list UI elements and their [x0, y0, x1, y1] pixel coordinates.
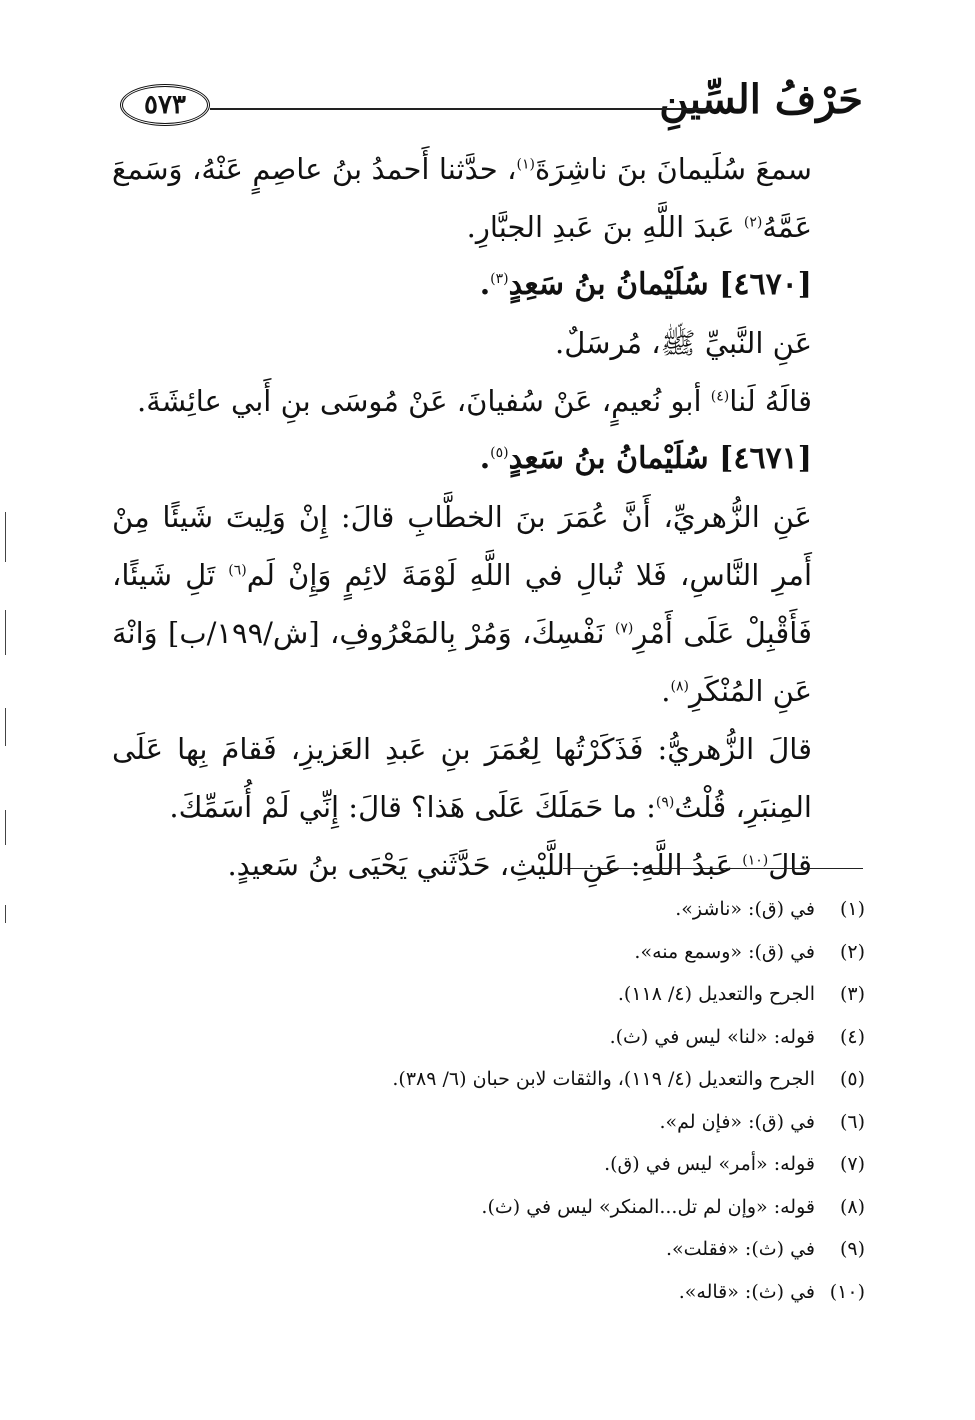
paragraph: عَنِ الزُّهريِّ، أَنَّ عُمَرَ بنَ الخطَّابِ قالَ: إِنْ وَلِيتَ شَيئًا مِنْ أَمرِ النَّاسِ، فَلا تُبالِ في اللَّهِ لَوْمَةَ لائِمٍ وَإِنْ لَم$^{(٦)}$ تَلِ شَيئًا، فَأَقْبِلْ عَلَى أَمْرِ$^{(٧)}$ نَفْسِكَ، وَمُرْ بِالمَعْرُوفِ، [ش/١٩٩/ب] وَانْهَ عَنِ المُنْكَرِ$^{(٨)}$. — [112, 500, 813, 708]
entry-heading: [٤٦٧١] سُلَيْمانُ بنُ سَعِدٍ$^{(٥)}$. — [479, 441, 812, 476]
footnote-ref: (١) — [516, 156, 536, 173]
footnote-ref: (٤) — [710, 388, 730, 405]
chapter-title: حَرْفُ السِّينِ — [659, 76, 863, 123]
footnote-ref: (٦) — [228, 562, 247, 579]
paragraph — [112, 720, 867, 836]
footnote-number: (١٠) — [829, 1280, 865, 1303]
entry-heading: [٤٦٧٠] سُلَيْمانُ بنُ سَعِدٍ$^{(٣)}$. — [479, 267, 812, 302]
footnote-ref: (٨) — [670, 678, 689, 695]
footnote-ref: (٣) — [490, 271, 509, 287]
main-text — [112, 140, 867, 894]
paragraph — [112, 140, 867, 256]
footnote — [115, 1016, 865, 1059]
paragraph: عَنِ النَّبيِّ ﷺ، مُرسَلٌ. — [554, 326, 812, 360]
footnote-text: قوله: «وإن لم تل...المنكر» ليس في (ث). — [481, 1195, 815, 1218]
text-run: عَبدَ اللَّهِ بنَ عَبدِ الجبَّارِ. — [466, 210, 735, 244]
footnote — [115, 1058, 865, 1101]
footnote-text: في (ق): «فإن لم». — [659, 1110, 815, 1133]
paragraph — [112, 372, 867, 430]
footnote — [115, 1228, 865, 1271]
footnote — [115, 1143, 865, 1186]
text-run: أبو نُعيمٍ، عَنْ سُفيانَ، عَنْ مُوسَى بنِ أَبي عائِشَةَ. — [136, 384, 711, 418]
footnote-text: في (ث): «قاله». — [678, 1280, 815, 1303]
entry-number: [٤٦٧٠] — [719, 267, 812, 302]
footnote — [115, 1186, 865, 1229]
margin-mark — [5, 810, 6, 845]
text-run: نَفْسِكَ، وَمُرْ بِالمَعْرُوفِ، [ش/١٩٩/ب] وَانْهَ عَنِ المُنْكَرِ — [112, 616, 812, 708]
entry-name: سُلَيْمانُ بنُ سَعِدٍ — [508, 267, 709, 302]
page-number: ٥٧٣ — [120, 84, 210, 126]
footnote-text: الجرح والتعديل (٤/ ١١٩)، والثقات لابن حبان (٦/ ٣٨٩). — [392, 1068, 815, 1090]
footnote — [115, 1271, 865, 1314]
margin-mark — [5, 708, 6, 746]
footnote-text: قوله: «لنا» ليس في (ث). — [609, 1025, 815, 1048]
footnote-number: (١) — [839, 898, 865, 920]
header-rule — [210, 108, 713, 110]
text-run: ، حدَّثنا أَحمدُ بنُ عاصِمٍ عَنْهُ، وَسَمعَ عَمَّهُ — [112, 152, 812, 244]
footnote-number: (٨) — [839, 1195, 865, 1218]
footnote-number: (٩) — [839, 1238, 865, 1260]
text-run: تَلِ شَيئًا، فَأَقْبِلْ عَلَى أَمْرِ — [112, 558, 812, 650]
footnote-ref: (٧) — [614, 620, 634, 637]
footnote — [115, 888, 865, 931]
text-run: : ما حَمَلَكَ عَلَى هَذا؟ قالَ: إِنِّي لَمْ أُسَمِّكَ. — [169, 790, 656, 824]
text-run: قالَ الزُّهريُّ: فَذَكَرْتُها لِعُمَرَ بنِ عَبدِ العَزيزِ، فَقامَ بِها عَلَى المِنبَرِ، قُلْتُ — [112, 732, 812, 824]
footnote-text: قوله: «أمر» ليس في (ق). — [604, 1153, 815, 1175]
footnote-ref: (٩) — [655, 794, 675, 811]
text-run: سمعَ سُلَيمانَ بنَ ناشِرَةَ — [535, 152, 812, 186]
margin-mark — [5, 905, 6, 923]
footnote-text: في (ق): «وسمع منه». — [634, 940, 815, 963]
text-run: عَبدُ اللَّهِ: عَنِ اللَّيْثِ، حَدَّثَني يَحْيَى بنُ سَعيدٍ. — [227, 848, 743, 882]
entry-number: [٤٦٧١] — [719, 441, 812, 476]
footnote — [115, 931, 865, 974]
footnote-number: (٤) — [839, 1025, 865, 1048]
footnote-number: (٥) — [839, 1068, 865, 1090]
footnote — [115, 973, 865, 1016]
text-run: قالَهُ لَنا — [729, 384, 812, 418]
footnote-text: في (ق): «ناشز». — [675, 898, 815, 920]
text-run: قالَ — [768, 848, 812, 882]
entry-name: سُلَيْمانُ بنُ سَعِدٍ — [508, 441, 709, 476]
text-run: عَنِ الزُّهريِّ، أَنَّ عُمَرَ بنَ الخطَّابِ قالَ: إِنْ وَلِيتَ شَيئًا مِنْ أَمرِ النَّاسِ، فَلا تُبالِ في اللَّهِ لَوْمَةَ لائِمٍ وَإِنْ لَم — [112, 500, 813, 592]
footnote-text: في (ث): «فقلت». — [665, 1238, 815, 1260]
footnote-ref: (٢) — [743, 214, 763, 231]
margin-mark — [5, 610, 6, 655]
footnotes — [115, 888, 865, 1313]
footnote-number: (٢) — [839, 940, 865, 963]
paragraph — [112, 836, 867, 894]
footnote-text: الجرح والتعديل (٤/ ١١٨). — [617, 983, 815, 1005]
footnote-number: (٣) — [839, 983, 865, 1005]
footnote-number: (٦) — [839, 1110, 865, 1133]
footnote-ref: (١٠) — [742, 852, 769, 869]
page-header — [118, 70, 863, 140]
footnote — [115, 1101, 865, 1144]
footnote-ref: (٥) — [490, 445, 509, 461]
footnote-separator — [563, 868, 863, 869]
footnote-number: (٧) — [839, 1153, 865, 1175]
margin-mark — [5, 512, 6, 562]
